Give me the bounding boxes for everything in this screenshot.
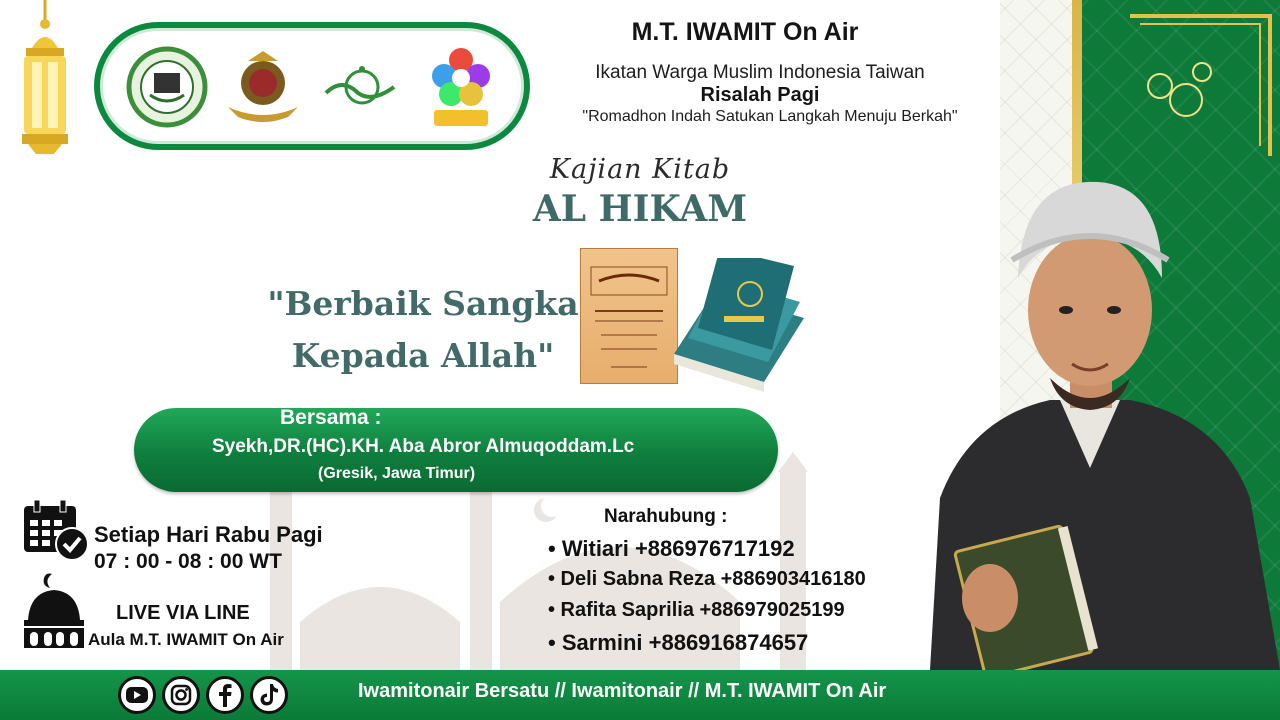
facebook-icon[interactable] [206, 676, 244, 714]
speaker-origin: (Gresik, Jawa Timur) [318, 465, 476, 482]
bersama-label: Bersama : [280, 406, 382, 429]
schedule-day: Setiap Hari Rabu Pagi [94, 522, 323, 547]
royal-emblem-logo [218, 46, 308, 128]
peduli-logo [426, 42, 496, 132]
contact-item: • Deli Sabna Reza +886903416180 [548, 568, 866, 590]
book-title: AL HIKAM [532, 188, 748, 230]
program-name: Risalah Pagi [700, 84, 820, 106]
nu-logo [322, 62, 398, 114]
mosque-icon [22, 572, 86, 650]
live-label: LIVE VIA LINE [116, 602, 250, 624]
kajian-label: Kajian Kitab [549, 154, 731, 185]
logo-banner [94, 22, 530, 150]
theme-text: "Romadhon Indah Satukan Langkah Menuju Berkah" [582, 108, 958, 125]
iwamit-logo [126, 40, 208, 134]
gold-ornament [1120, 6, 1280, 156]
channel-title: M.T. IWAMIT On Air [631, 18, 859, 46]
topic-line-2: Kepada Allah" [291, 336, 555, 375]
youtube-icon[interactable] [118, 676, 156, 714]
tiktok-icon[interactable] [250, 676, 288, 714]
topic-quote [265, 278, 581, 382]
contact-title: Narahubung : [604, 506, 728, 527]
speaker-name: Syekh,DR.(HC).KH. Aba Abror Almuqoddam.Lc [212, 436, 635, 457]
live-venue: Aula M.T. IWAMIT On Air [88, 630, 284, 649]
contact-item: • Rafita Saprilia +886979025199 [548, 599, 845, 621]
topic-line-1: "Berbaik Sangka [267, 284, 579, 323]
speaker-photo [900, 168, 1280, 670]
book-cover-sharh [580, 248, 678, 384]
contact-item: • Witiari +886976717192 [548, 536, 795, 561]
contact-item: • Sarmini +886916874657 [548, 630, 809, 655]
footer-text: Iwamitonair Bersatu // Iwamitonair // M.T. IWAMIT On Air [358, 680, 887, 702]
organization-name: Ikatan Warga Muslim Indonesia Taiwan [595, 62, 925, 83]
calendar-icon [22, 498, 90, 562]
schedule-time: 07 : 00 - 08 : 00 WT [94, 550, 282, 573]
book-cover-alhikam [668, 258, 808, 392]
lantern-icon [14, 0, 76, 156]
instagram-icon[interactable] [162, 676, 200, 714]
